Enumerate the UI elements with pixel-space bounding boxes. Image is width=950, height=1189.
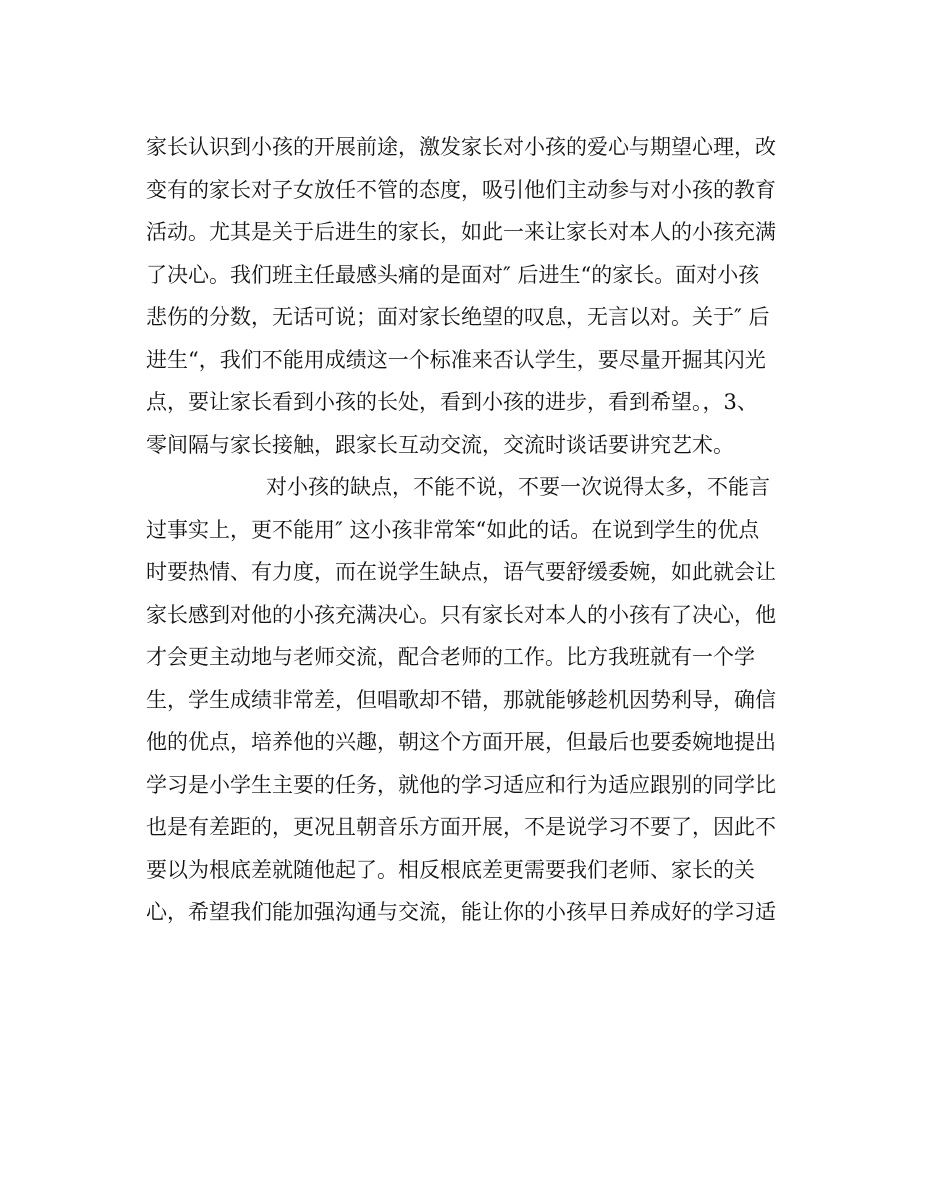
text-line: 也是有差距的，更况且朝音乐方面开展，不是说学习不要了，因此不 xyxy=(146,815,776,839)
text-line: 家长认识到小孩的开展前途，激发家长对小孩的爱心与期望心理，改 xyxy=(146,135,776,159)
text-line: 时要热情、有力度，而在说学生缺点，语气要舒缓委婉，如此就会让 xyxy=(146,560,776,584)
text-line: 心，希望我们能加强沟通与交流，能让你的小孩早日养成好的学习适 xyxy=(146,900,776,924)
text-line: 了决心。我们班主任最感头痛的是面对″ 后进生“的家长。面对小孩 xyxy=(146,262,760,287)
text-line: 学习是小学生主要的任务，就他的学习适应和行为适应跟别的同学比 xyxy=(146,772,776,797)
document-body xyxy=(146,126,806,934)
text-line: 进生“，我们不能用成绩这一个标准来否认学生，要尽量开掘其闪光 xyxy=(146,347,766,372)
text-line: 过事实上，更不能用″ 这小孩非常笨“如此的话。在说到学生的优点 xyxy=(146,517,760,542)
text-line: 变有的家长对子女放任不管的态度，吸引他们主动参与对小孩的教育 xyxy=(146,177,776,202)
text-line: 生，学生成绩非常差，但唱歌却不错，那就能够趁机因势利导，确信 xyxy=(146,687,776,712)
text-line: 他的优点，培养他的兴趣，朝这个方面开展，但最后也要委婉地提出 xyxy=(146,730,776,754)
paragraph-start-line: 对小孩的缺点，不能不说，不要一次说得太多，不能言 xyxy=(266,475,770,499)
text-line: 点，要让家长看到小孩的长处，看到小孩的进步，看到希望。，3、 xyxy=(146,390,758,414)
text-line: 悲伤的分数，无话可说；面对家长绝望的叹息，无言以对。关于″ 后 xyxy=(146,305,770,329)
text-line: 活动。尤其是关于后进生的家长，如此一来让家长对本人的小孩充满 xyxy=(146,220,776,244)
text-line: 才会更主动地与老师交流，配合老师的工作。比方我班就有一个学 xyxy=(146,645,755,669)
text-line: 要以为根底差就随他起了。相反根底差更需要我们老师、家长的关 xyxy=(146,857,755,882)
text-line: 家长感到对他的小孩充满决心。只有家长对本人的小孩有了决心，他 xyxy=(146,602,776,627)
text-line: 零间隔与家长接触，跟家长互动交流，交流时谈话要讲究艺术。 xyxy=(146,432,734,457)
